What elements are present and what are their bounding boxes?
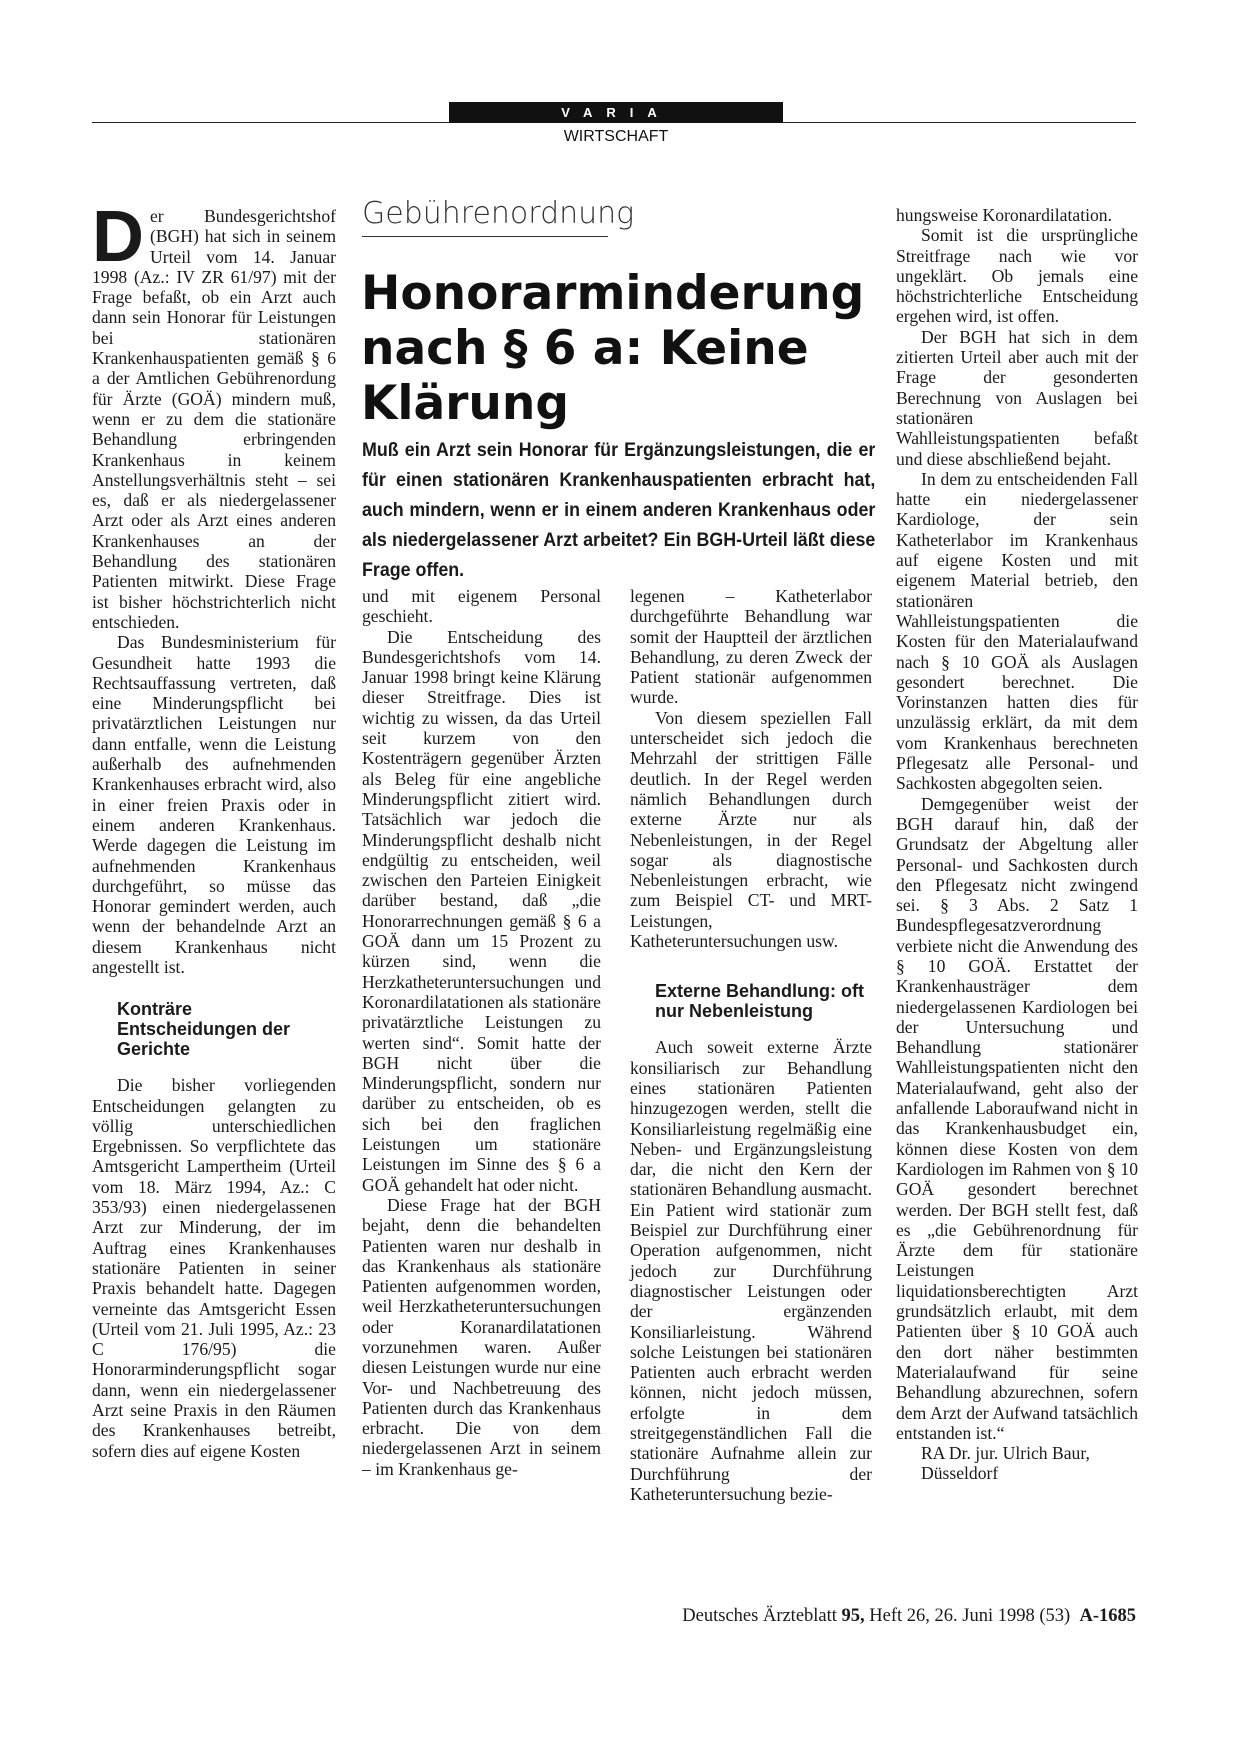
author-name: RA Dr. jur. Ulrich Baur, [921, 1443, 1090, 1464]
issue-info: Heft 26, 26. Juni 1998 (53) [869, 1606, 1071, 1626]
subheading: Konträre Entscheidungen der Gerichte [117, 999, 291, 1060]
column-4 [896, 205, 1138, 1645]
column-1 [92, 197, 336, 1646]
paragraph: Somit ist die ursprüngliche Streitfrage nach wie vor ungeklärt. Ob jemals eine höchstrichterliche Entscheidung ergehen wird, ist offen. [896, 225, 1138, 327]
page-number: A-1685 [1079, 1606, 1136, 1626]
paragraph: Die bisher vorliegenden Entscheidungen gelangten zu völlig unterschiedlichen Ergebnissen. So verpflichtete das Amtsgericht Lampertheim (Urteil vom 18. März 1994, Az.: C 353/93) einen niedergelassenen Arzt zur Minderung, der im Auftrag eines Krankenhauses stationäre Patienten in seiner Praxis behandelt hatte. Dagegen verneinte das Amtsgericht Essen (Urteil vom 21. Juli 1995, Az.: 23 C 176/95) die Honorarminderungspflicht sogar dann, wenn ein niedergelassener Arzt seine Praxis in den Räumen des Krankenhauses betreibt, sofern dies auf eigene Kosten [92, 1075, 336, 1461]
paragraph: Demgegenüber weist der BGH darauf hin, daß der Grundsatz der Abgeltung aller Personal- und Sachkosten durch den Pflegesatz nicht zwingend sei. § 3 Abs. 2 Satz 1 Bundespflegesatzverordnung verbiete nicht die Anwendung des § 10 GOÄ. Erstattet der Krankenhausträger dem niedergelassenen Kardiologen bei der Untersuchung und Behandlung stationärer Wahlleistungspatienten nicht den Materialaufwand, geht also der anfallende Laboraufwand nicht in das Krankenhausbudget ein, können diese Kosten von dem Kardiologen im Rahmen von § 10 GOÄ gesondert berechnet werden. Der BGH stellt fest, daß es „die Gebührenordnung für Ärzte dem für stationäre Leistungen liquidationsberechtigten Arzt grundsätzlich erlaubt, mit dem Patienten über § 10 GOÄ auch den dort näher bestimmten Materialaufwand für seine Behandlung abzurechnen, sofern dem Arzt der Aufwand tatsächlich entstanden ist.“ [896, 793, 1138, 1443]
intro-paragraph [92, 197, 336, 632]
article-headline: Honorarminderung nach § 6 a: Keine Klärung [361, 266, 865, 431]
column-2 [362, 586, 601, 1646]
paragraph: und mit eigenem Personal geschieht. [362, 586, 601, 627]
section-bar: VARIA [449, 102, 783, 123]
paragraph: Von diesem speziellen Fall unterscheidet sich jedoch die Mehrzahl der strittigen Fälle deutlich. In der Regel werden nämlich Behandlungen durch externe Ärzte nur als Nebenleistungen, in der Regel sogar als diagnostische Nebenleistungen erbracht, wie zum Beispiel CT- und MRT-Leistungen, Katheteruntersuchungen usw. [630, 707, 872, 952]
paragraph: Die Entscheidung des Bundesgerichtshofs vom 14. Januar 1998 bringt keine Klärung dieser Streitfrage. Dies ist wichtig zu wissen, da das Urteil seit kurzem von den Kostenträgern gegenüber Ärzten als Beleg für eine angebliche Minderungspflicht zitiert wird. Tatsächlich war jedoch die Minderungspflicht deshalb nicht endgültig zu entscheiden, weil zwischen den Parteien Einigkeit darüber bestand, daß „die Honorarrechnungen gemäß § 6 a GOÄ dann um 15 Prozent zu kürzen sind, wenn die Herzkatheteruntersuchungen und Koronardilatationen als stationäre privatärztliche Leistungen zu werten sind“. Somit hatte der BGH nicht über die Minderungspflicht, sondern nur darüber zu entscheiden, ob es sich bei den fraglichen Leistungen um stationäre Leistungen im Sinne des § 6 a GOÄ gehandelt hat oder nicht. [362, 626, 601, 1195]
page-footer [682, 1606, 1136, 1627]
column-3 [630, 586, 872, 1646]
journal-name: Deutsches Ärzteblatt [682, 1606, 837, 1626]
article-teaser: Muß ein Arzt sein Honorar für Ergänzungsleistungen, die er für einen stationären Krankenhauspatienten erbracht hat, auch mindern, wenn er in einem anderen Krankenhaus oder als niedergelassener Arzt arbeitet? Ein BGH-Urteil läßt diese Frage offen. [362, 440, 876, 581]
paragraph: In dem zu entscheidenden Fall hatte ein niedergelassener Kardiologe, der sein Katheterlabor im Krankenhaus auf eigene Kosten und mit eigenem Material betrieb, den stationären Wahlleistungspatienten die Kosten für den Materialaufwand nach § 10 GOÄ als Auslagen gesondert berechnet. Die Vorinstanzen hatten dies für unzulässig erklärt, da mit dem vom Krankenhaus berechneten Pflegesatz alle Personal- und Sachkosten abgegolten seien. [896, 468, 1138, 794]
paragraph: hungsweise Koronardilatation. [896, 205, 1112, 225]
paragraph: Das Bundesministerium für Gesundheit hatte 1993 die Rechtsauffassung vertreten, daß eine Minderungspflicht bei privatärztlichen Leistungen nur dann entfalle, wenn die Leistung außerhalb des aufnehmenden Krankenhauses erbracht wird, also in einer freien Praxis oder in einem anderen Krankenhaus. Werde dagegen die Leistung im aufnehmenden Krankenhaus durchgeführt, so müsse das Honorar gemindert werden, auch wenn der behandelnde Arzt an diesem Krankenhaus nicht angestellt ist. [92, 632, 336, 977]
subheading: Externe Behandlung: oft nur Nebenleistung [655, 981, 865, 1022]
drop-cap: D [92, 197, 144, 277]
paragraph: Auch soweit externe Ärzte konsiliarisch zur Behandlung eines stationären Patienten hinzugezogen werden, stellt die Konsiliarleistung regelmäßig eine Neben- und Ergänzungsleistung dar, die nicht den Kern der stationären Behandlung ausmacht. Ein Patient wird stationär zum Beispiel zur Durchführung einer Operation aufgenommen, nicht jedoch zur Durchführung diagnostischer Leistungen oder der ergänzenden Konsiliarleistung. Während solche Leistungen bei stationären Patienten auch erbracht werden können, nicht jedoch müssen, erfolgte in dem streitgegenständlichen Fall die stationäre Aufnahme allein zur Durchführung der Katheteruntersuchung bezie- [630, 1037, 872, 1504]
paragraph: Der BGH hat sich in dem zitierten Urteil aber auch mit der Frage der gesonderten Berechnung von Auslagen bei stationären Wahlleistungspatienten befaßt und diese abschließend bejaht. [896, 326, 1138, 469]
intro-text: er Bundesgerichtshof (BGH) hat sich in seinem Urteil vom 14. Januar 1998 (Az.: IV ZR 61/97) mit der Frage befaßt, ob ein Arzt auch dann sein Honorar für Leistungen bei stationären Krankenhauspatienten gemäß § 6 a der Amtlichen Gebührenordung für Ärzte (GOÄ) mindern muß, wenn er zu dem die stationäre Behandlung erbringenden Krankenhaus in keinem Anstellungsverhältnis steht – sei es, daß er als niedergelassener Arzt oder als Arzt eines anderen Krankenhauses an der Behandlung des stationären Patienten mitwirkt. Diese Frage ist bisher höchstrichterlich nicht entschieden. [92, 206, 336, 632]
journal-volume: 95, [841, 1606, 865, 1626]
article-kicker: Gebührenordnung [362, 196, 608, 237]
author-city: Düsseldorf [921, 1463, 999, 1484]
paragraph: Diese Frage hat der BGH bejaht, denn die behandelten Patienten waren nur deshalb in das Krankenhaus als stationäre Patienten aufgenommen worden, weil Herzkatheteruntersuchungen oder Koranardilatationen vorzunehmen waren. Außer diesen Leistungen wurde nur eine Vor- und Nachbetreuung des Patienten durch das Krankenhaus erbracht. Die von dem niedergelassenen Arzt in seinem – im Krankenhaus ge- [362, 1194, 601, 1479]
subsection-label: WIRTSCHAFT [563, 128, 669, 145]
paragraph: legenen – Katheterlabor durchgeführte Behandlung war somit der Hauptteil der ärztlichen Behandlung, zu deren Zweck der Patient stationär aufgenommen wurde. [630, 586, 872, 708]
